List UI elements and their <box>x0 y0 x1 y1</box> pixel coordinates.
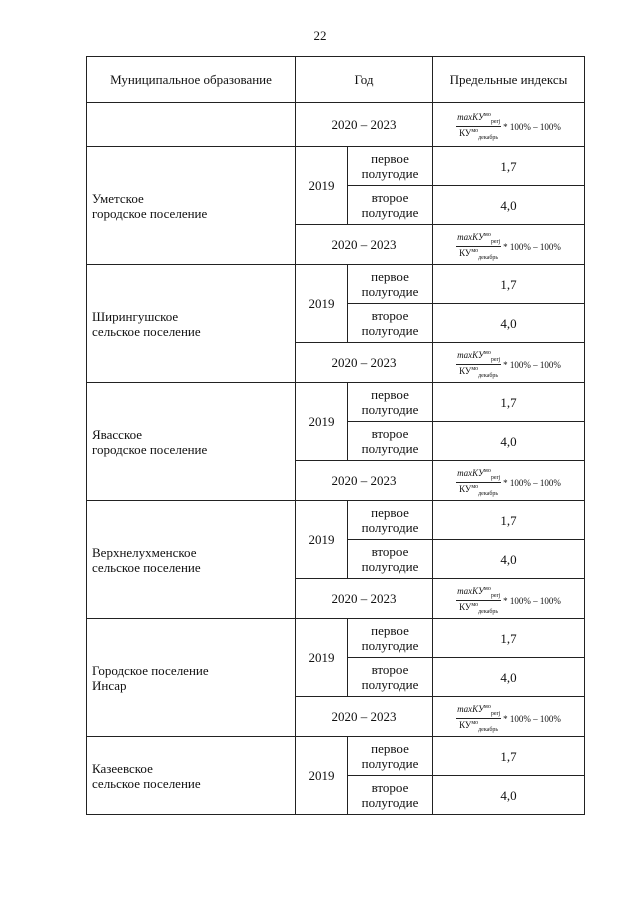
period-cell: 2020 – 2023 <box>296 697 433 737</box>
half-cell-second: второе полугодие <box>348 540 433 579</box>
value-cell-second: 4,0 <box>433 658 585 697</box>
municipality-name-line2: сельское поселение <box>92 559 201 575</box>
formula-cell <box>433 103 585 147</box>
formula-tail: * 100% – 100% <box>503 595 561 606</box>
municipality-name-line2: сельское поселение <box>92 775 201 791</box>
municipality-name-line1: Уметское <box>92 190 144 206</box>
half-cell-first: первое полугодие <box>348 501 433 540</box>
half-cell-first: первое полугодие <box>348 383 433 422</box>
formula-fraction <box>456 468 501 497</box>
municipality-cell <box>87 737 296 815</box>
municipality-cell <box>87 147 296 265</box>
formula-numerator: maxКУ$^{мо}_{perj}$ <box>457 232 501 245</box>
formula-tail: * 100% – 100% <box>503 241 561 252</box>
header-index: Предельные индексы <box>433 57 585 103</box>
formula-denominator: $КУ^{мо}_{декабрь}$ <box>459 366 499 379</box>
period-cell: 2020 – 2023 <box>296 225 433 265</box>
formula-numerator: maxКУ$^{мо}_{perj}$ <box>457 704 501 717</box>
table-row <box>87 737 585 776</box>
half-cell-second: второе полугодие <box>348 304 433 343</box>
formula <box>456 350 561 379</box>
value-cell-first: 1,7 <box>433 501 585 540</box>
formula-fraction <box>456 586 501 615</box>
formula-numerator: maxКУ$^{мо}_{perj}$ <box>457 586 501 599</box>
period-cell: 2020 – 2023 <box>296 461 433 501</box>
value-cell-second: 4,0 <box>433 776 585 815</box>
municipality-name-line2: сельское поселение <box>92 323 201 339</box>
formula-cell <box>433 579 585 619</box>
value-cell-first: 1,7 <box>433 737 585 776</box>
formula-denominator: $КУ^{мо}_{декабрь}$ <box>459 484 499 497</box>
formula <box>456 232 561 261</box>
table-row <box>87 619 585 658</box>
formula-denominator: $КУ^{мо}_{декабрь}$ <box>459 128 499 141</box>
table-row <box>87 265 585 304</box>
municipality-cell <box>87 383 296 501</box>
formula-fraction <box>456 112 501 141</box>
year-cell: 2019 <box>296 147 348 225</box>
formula-denominator: $КУ^{мо}_{декабрь}$ <box>459 720 499 733</box>
value-cell-first: 1,7 <box>433 147 585 186</box>
municipality-cell-empty <box>87 103 296 147</box>
formula-fraction <box>456 350 501 379</box>
half-cell-second: второе полугодие <box>348 186 433 225</box>
formula-numerator: maxКУ$^{мо}_{perj}$ <box>457 350 501 363</box>
year-cell: 2019 <box>296 619 348 697</box>
half-cell-first: первое полугодие <box>348 619 433 658</box>
formula-tail: * 100% – 100% <box>503 713 561 724</box>
formula-fraction <box>456 704 501 733</box>
formula-denominator: $КУ^{мо}_{декабрь}$ <box>459 248 499 261</box>
formula <box>456 586 561 615</box>
value-cell-second: 4,0 <box>433 304 585 343</box>
table-row <box>87 147 585 186</box>
value-cell-first: 1,7 <box>433 265 585 304</box>
formula-cell <box>433 343 585 383</box>
municipality-name-line1: Явасское <box>92 426 143 442</box>
header-year: Год <box>296 57 433 103</box>
municipality-name-line1: Городское поселение <box>92 662 209 678</box>
formula-fraction <box>456 232 501 261</box>
value-cell-first: 1,7 <box>433 619 585 658</box>
formula-numerator: maxКУ$^{мо}_{perj}$ <box>457 468 501 481</box>
formula-numerator: maxКУ$^{мо}_{perj}$ <box>457 112 501 125</box>
formula-cell <box>433 697 585 737</box>
municipality-name-line1: Ширингушское <box>92 308 179 324</box>
value-cell-first: 1,7 <box>433 383 585 422</box>
formula-cell <box>433 225 585 265</box>
table-row-top <box>87 103 585 147</box>
year-cell: 2019 <box>296 737 348 815</box>
formula-tail: * 100% – 100% <box>503 359 561 370</box>
table-row <box>87 501 585 540</box>
half-cell-first: первое полугодие <box>348 737 433 776</box>
year-cell: 2019 <box>296 265 348 343</box>
period-cell: 2020 – 2023 <box>296 579 433 619</box>
header-row <box>87 57 585 103</box>
header-municipality: Муниципальное образование <box>87 57 296 103</box>
half-cell-first: первое полугодие <box>348 265 433 304</box>
value-cell-second: 4,0 <box>433 422 585 461</box>
table-row <box>87 383 585 422</box>
formula <box>456 468 561 497</box>
municipality-name-line2: Инсар <box>92 677 127 693</box>
municipality-name-line2: городское поселение <box>92 205 208 221</box>
formula <box>456 112 561 141</box>
municipality-name-line1: Верхнелухменское <box>92 544 197 560</box>
period-cell: 2020 – 2023 <box>296 103 433 147</box>
year-cell: 2019 <box>296 383 348 461</box>
municipality-name-line2: городское поселение <box>92 441 208 457</box>
half-cell-first: первое полугодие <box>348 147 433 186</box>
formula-tail: * 100% – 100% <box>503 121 561 132</box>
value-cell-second: 4,0 <box>433 540 585 579</box>
half-cell-second: второе полугодие <box>348 776 433 815</box>
formula-tail: * 100% – 100% <box>503 477 561 488</box>
half-cell-second: второе полугодие <box>348 422 433 461</box>
formula-cell <box>433 461 585 501</box>
municipality-cell <box>87 619 296 737</box>
value-cell-second: 4,0 <box>433 186 585 225</box>
year-cell: 2019 <box>296 501 348 579</box>
municipality-cell <box>87 501 296 619</box>
period-cell: 2020 – 2023 <box>296 343 433 383</box>
page-number: 22 <box>313 28 327 43</box>
formula-denominator: $КУ^{мо}_{декабрь}$ <box>459 602 499 615</box>
municipality-name-line1: Казеевское <box>92 760 153 776</box>
index-table <box>86 56 585 815</box>
formula <box>456 704 561 733</box>
half-cell-second: второе полугодие <box>348 658 433 697</box>
municipality-cell <box>87 265 296 383</box>
